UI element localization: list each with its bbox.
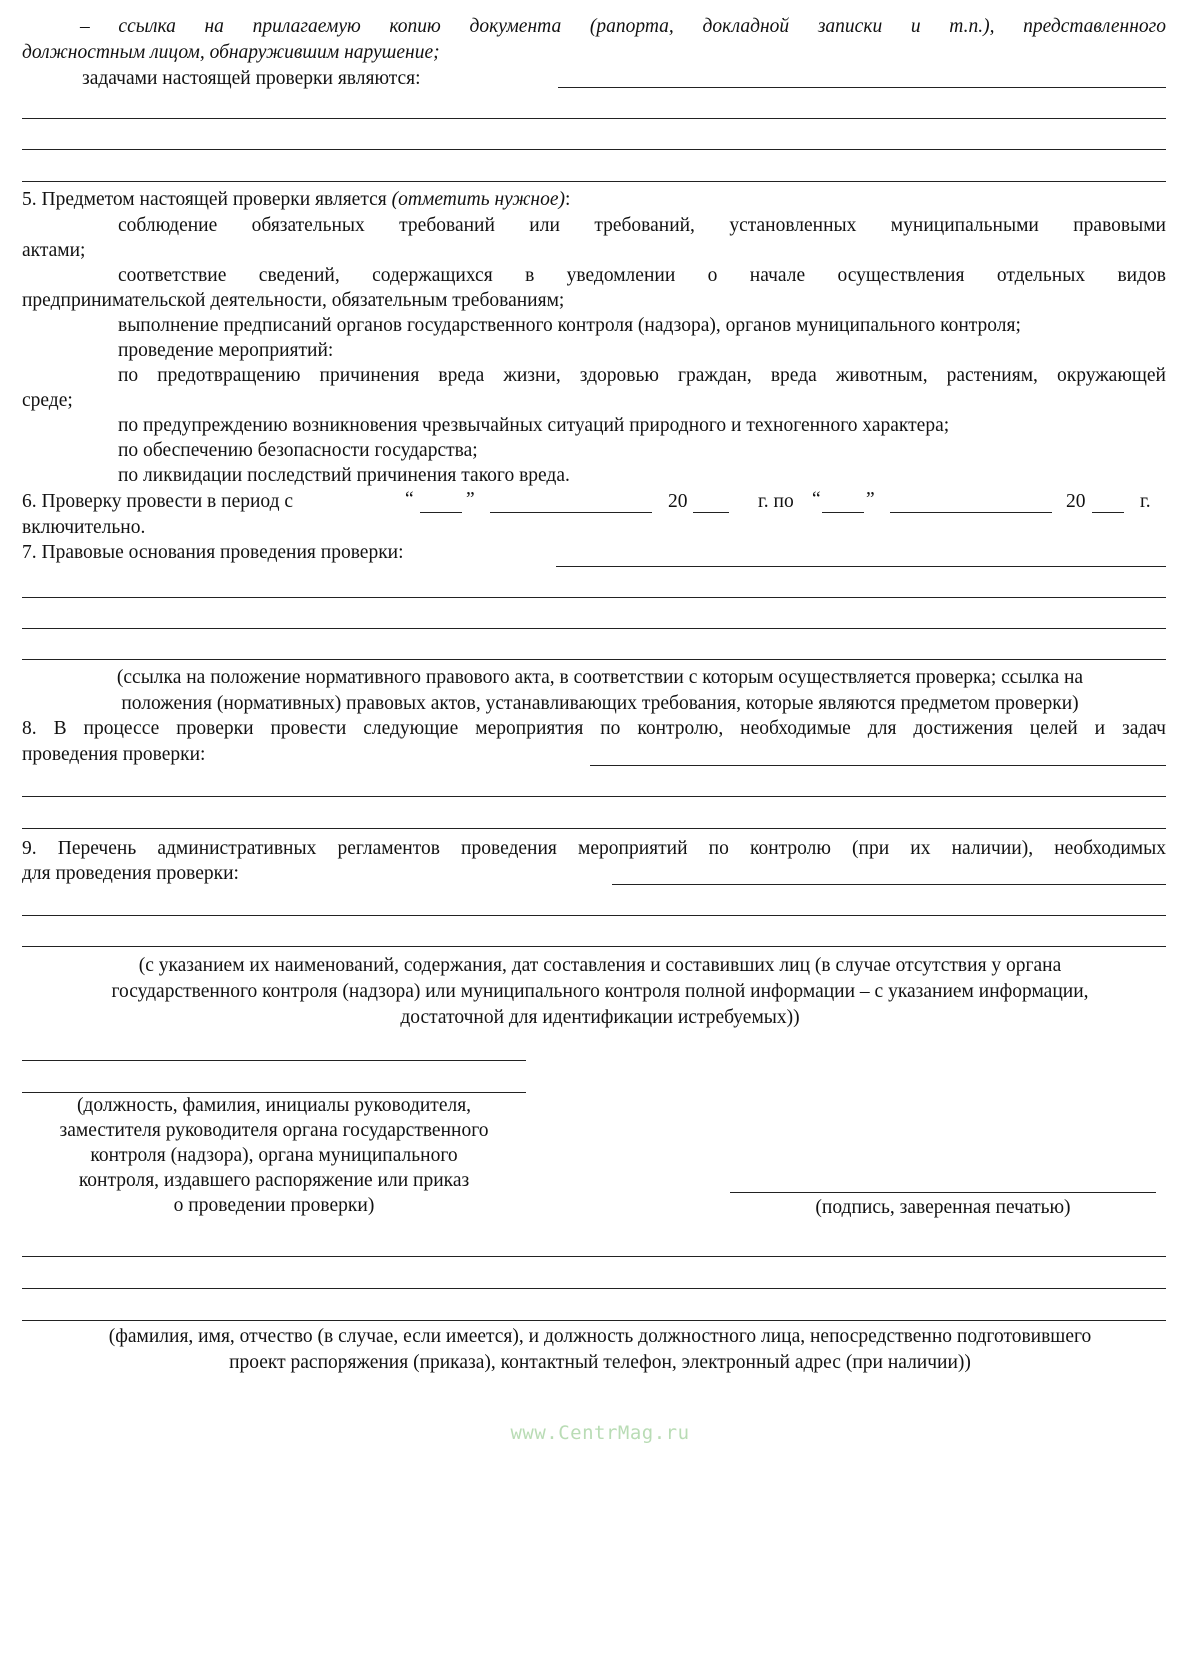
inclusive-label: включительно. xyxy=(22,517,146,538)
section9-label: 9. Перечень административных регламентов проведения мероприятий по контролю (при их наличии), необходимых xyxy=(22,838,1166,859)
section7-caption: (ссылка на положение нормативного правового акта, в соответствии с которым осуществляется проверка; ссылка на xyxy=(116,667,1084,688)
section9-caption: (с указанием их наименований, содержания, дат составления и составивших лиц (в случае отсутствия у органа xyxy=(138,955,1062,976)
section5-heading-text: 5. Предметом настоящей проверки является xyxy=(22,189,387,210)
preparer-fill-line-2 xyxy=(22,1288,1166,1289)
year-suffix: г. xyxy=(1140,491,1151,512)
section9-caption-3: достаточной для идентификации истребуемых)) xyxy=(400,1007,800,1028)
tasks-label: задачами настоящей проверки являются: xyxy=(82,68,421,89)
watermark: www.CentrMag.ru xyxy=(510,1422,690,1444)
section5-item: по предотвращению причинения вреда жизни, здоровью граждан, вреда животным, растениям, окружающей xyxy=(118,365,1166,386)
intro-reference-line: – ссылка на прилагаемую копию документа (рапорта, докладной записки и т.п.), представленного xyxy=(80,16,1166,37)
legal-basis-fill-line xyxy=(556,566,1166,567)
section5-heading-note: (отметить нужное) xyxy=(391,189,565,210)
signature-caption: (подпись, заверенная печатью) xyxy=(815,1197,1071,1218)
year-prefix: 20 xyxy=(1066,491,1086,512)
section5-heading xyxy=(22,190,570,210)
date-by-label: г. по xyxy=(758,491,794,512)
preparer-fill-line-3 xyxy=(22,1320,1166,1321)
section5-item: по ликвидации последствий причинения такого вреда. xyxy=(118,465,570,486)
open-quote: “ xyxy=(405,489,414,510)
section8-label: 8. В процессе проверки провести следующие мероприятия по контролю, необходимые для достижения целей и задач xyxy=(22,718,1166,739)
legal-basis-fill-line-3 xyxy=(22,628,1166,629)
open-quote: “ xyxy=(812,489,821,510)
section5-item: актами; xyxy=(22,240,86,261)
day-fill-line xyxy=(420,512,462,513)
official-fill-line xyxy=(22,1060,526,1061)
section5-item: по обеспечению безопасности государства; xyxy=(118,440,478,461)
official-fill-line-2 xyxy=(22,1092,526,1093)
section7-caption-2: положения (нормативных) правовых актов, устанавливающих требования, которые являются предметом проверки) xyxy=(121,693,1079,714)
preparer-caption-2: проект распоряжения (приказа), контактный телефон, электронный адрес (при наличии)) xyxy=(229,1352,971,1373)
day-fill-line xyxy=(822,512,864,513)
close-quote: ” xyxy=(866,489,875,510)
official-caption: контроля, издавшего распоряжение или приказ xyxy=(78,1170,470,1191)
measures-fill-line-2 xyxy=(22,796,1166,797)
section5-item: предпринимательской деятельности, обязательным требованиям; xyxy=(22,290,565,311)
regulations-fill-line-2 xyxy=(22,915,1166,916)
month-fill-line xyxy=(890,512,1052,513)
legal-basis-fill-line-4 xyxy=(22,659,1166,660)
section5-item: соблюдение обязательных требований или требований, установленных муниципальными правовыми xyxy=(118,215,1166,236)
measures-fill-line xyxy=(590,765,1166,766)
section6-label: 6. Проверку провести в период с xyxy=(22,491,294,512)
section9-caption-2: государственного контроля (надзора) или муниципального контроля полной информации – с указанием информации, xyxy=(111,981,1089,1002)
section5-item: выполнение предписаний органов государственного контроля (надзора), органов муниципального контроля; xyxy=(118,315,1021,336)
month-fill-line xyxy=(490,512,652,513)
preparer-caption: (фамилия, имя, отчество (в случае, если имеется), и должность должностного лица, непосредственно подготовившего xyxy=(108,1326,1092,1347)
year-fill-line xyxy=(1092,512,1124,513)
regulations-fill-line-3 xyxy=(22,946,1166,947)
close-quote: ” xyxy=(466,489,475,510)
official-caption: контроля (надзора), органа муниципального xyxy=(90,1145,458,1166)
section5-item: проведение мероприятий: xyxy=(118,340,334,361)
section7-label: 7. Правовые основания проведения проверки: xyxy=(22,542,404,563)
section9-label-2: для проведения проверки: xyxy=(22,863,239,884)
section5-heading-colon: : xyxy=(565,189,571,210)
official-caption: о проведении проверки) xyxy=(173,1195,375,1216)
official-caption: заместителя руководителя органа государственного xyxy=(59,1120,489,1141)
tasks-fill-line-3 xyxy=(22,149,1166,150)
regulations-fill-line xyxy=(612,884,1166,885)
section5-item: соответствие сведений, содержащихся в уведомлении о начале осуществления отдельных видов xyxy=(118,265,1166,286)
section8-label-2: проведения проверки: xyxy=(22,744,206,765)
legal-basis-fill-line-2 xyxy=(22,597,1166,598)
tasks-fill-line-2 xyxy=(22,118,1166,119)
official-caption: (должность, фамилия, инициалы руководителя, xyxy=(76,1095,472,1116)
year-fill-line xyxy=(693,512,729,513)
year-prefix: 20 xyxy=(668,491,688,512)
intro-reference-line-2: должностным лицом, обнаружившим нарушение; xyxy=(22,42,440,63)
section5-item: по предупреждению возникновения чрезвычайных ситуаций природного и техногенного характера; xyxy=(118,415,950,436)
tasks-fill-line xyxy=(558,87,1166,88)
signature-fill-line xyxy=(730,1192,1156,1193)
tasks-fill-line-4 xyxy=(22,181,1166,182)
measures-fill-line-3 xyxy=(22,828,1166,829)
preparer-fill-line xyxy=(22,1256,1166,1257)
section5-item: среде; xyxy=(22,390,73,411)
